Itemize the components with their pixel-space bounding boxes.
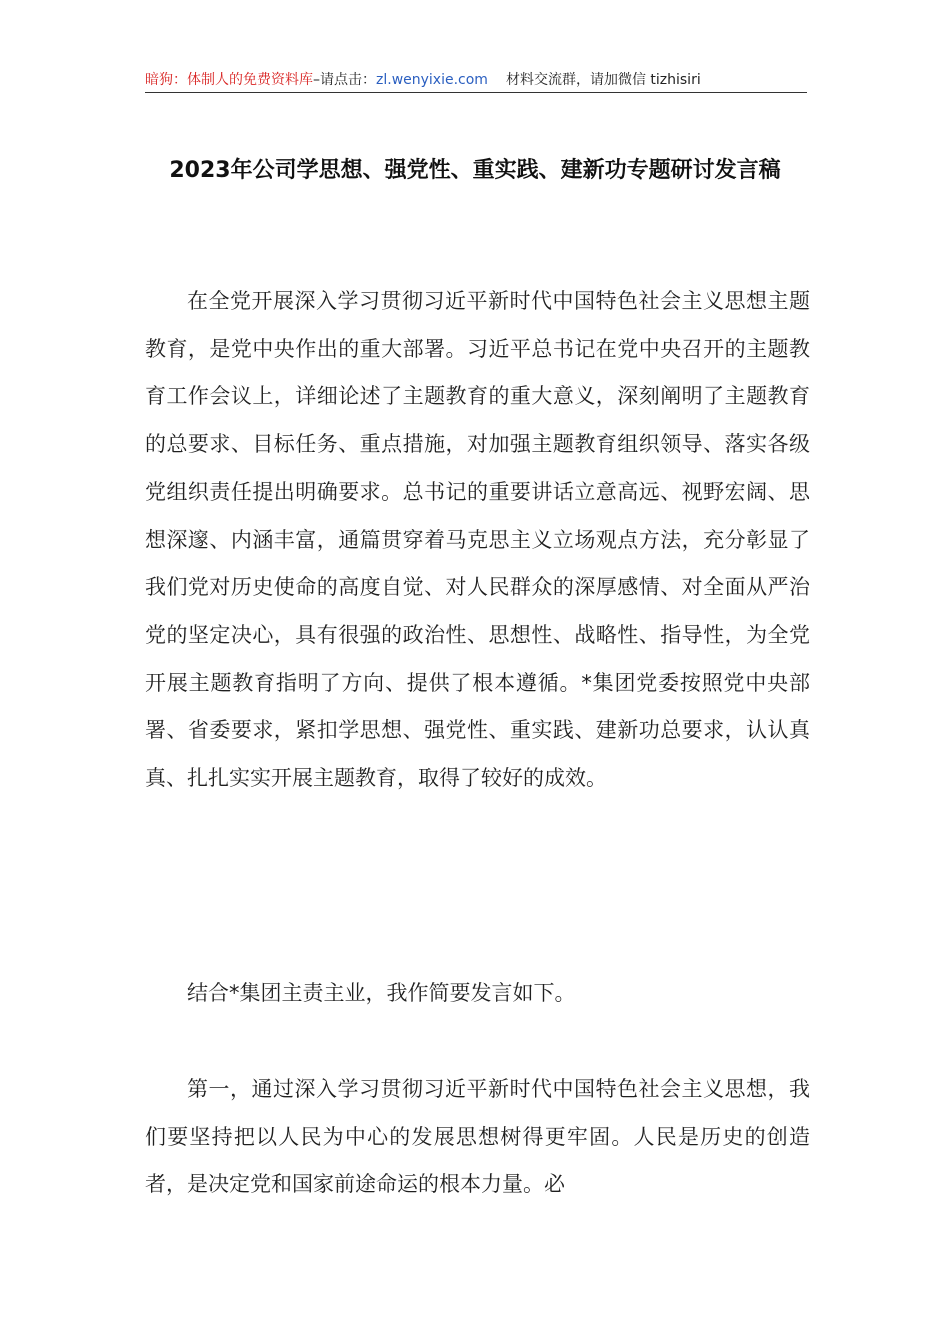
paragraph-transition: 结合*集团主责主业，我作简要发言如下。 <box>187 981 576 1005</box>
header-brand: 暗狗：体制人的免费资料库 <box>145 72 313 88</box>
document-title: 2023年公司学思想、强党性、重实践、建新功专题研讨发言稿 <box>169 158 781 183</box>
paragraph-intro: 在全党开展深入学习贯彻习近平新时代中国特色社会主义思想主题教育，是党中央作出的重大部署。习近平总书记在党中央召开的主题教育工作会议上，详细论述了主题教育的重大意义，深刻阐明了主题教育的总要求、目标任务、重点措施，对加强主题教育组织领导、落实各级党组织责任提出明确要求。总书记的重要讲话立意高远、视野宏阔、思想深邃、内涵丰富，通篇贯穿着马克思主义立场观点方法，充分彰显了我们党对历史使命的高度自觉、对人民群众的深厚感情、对全面从严治党的坚定决心，具有很强的政治性、思想性、战略性、指导性，为全党开展主题教育指明了方向、提供了根本遵循。*集团党委按照党中央部署、省委要求，紧扣学思想、强党性、重实践、建新功总要求，认认真真、扎扎实实开展主题教育，取得了较好的成效。 <box>145 289 810 791</box>
paragraph-first-point: 第一，通过深入学习贯彻习近平新时代中国特色社会主义思想，我们要坚持把以人民为中心的发展思想树得更牢固。人民是历史的创造者，是决定党和国家前途命运的根本力量。必 <box>145 1077 810 1197</box>
header-prompt: –请点击： <box>313 72 376 88</box>
header-contact: 材料交流群，请加微信 tizhisiri <box>505 72 701 88</box>
header-link[interactable]: zl.wenyixie.com <box>376 72 488 88</box>
page-header <box>145 70 807 93</box>
